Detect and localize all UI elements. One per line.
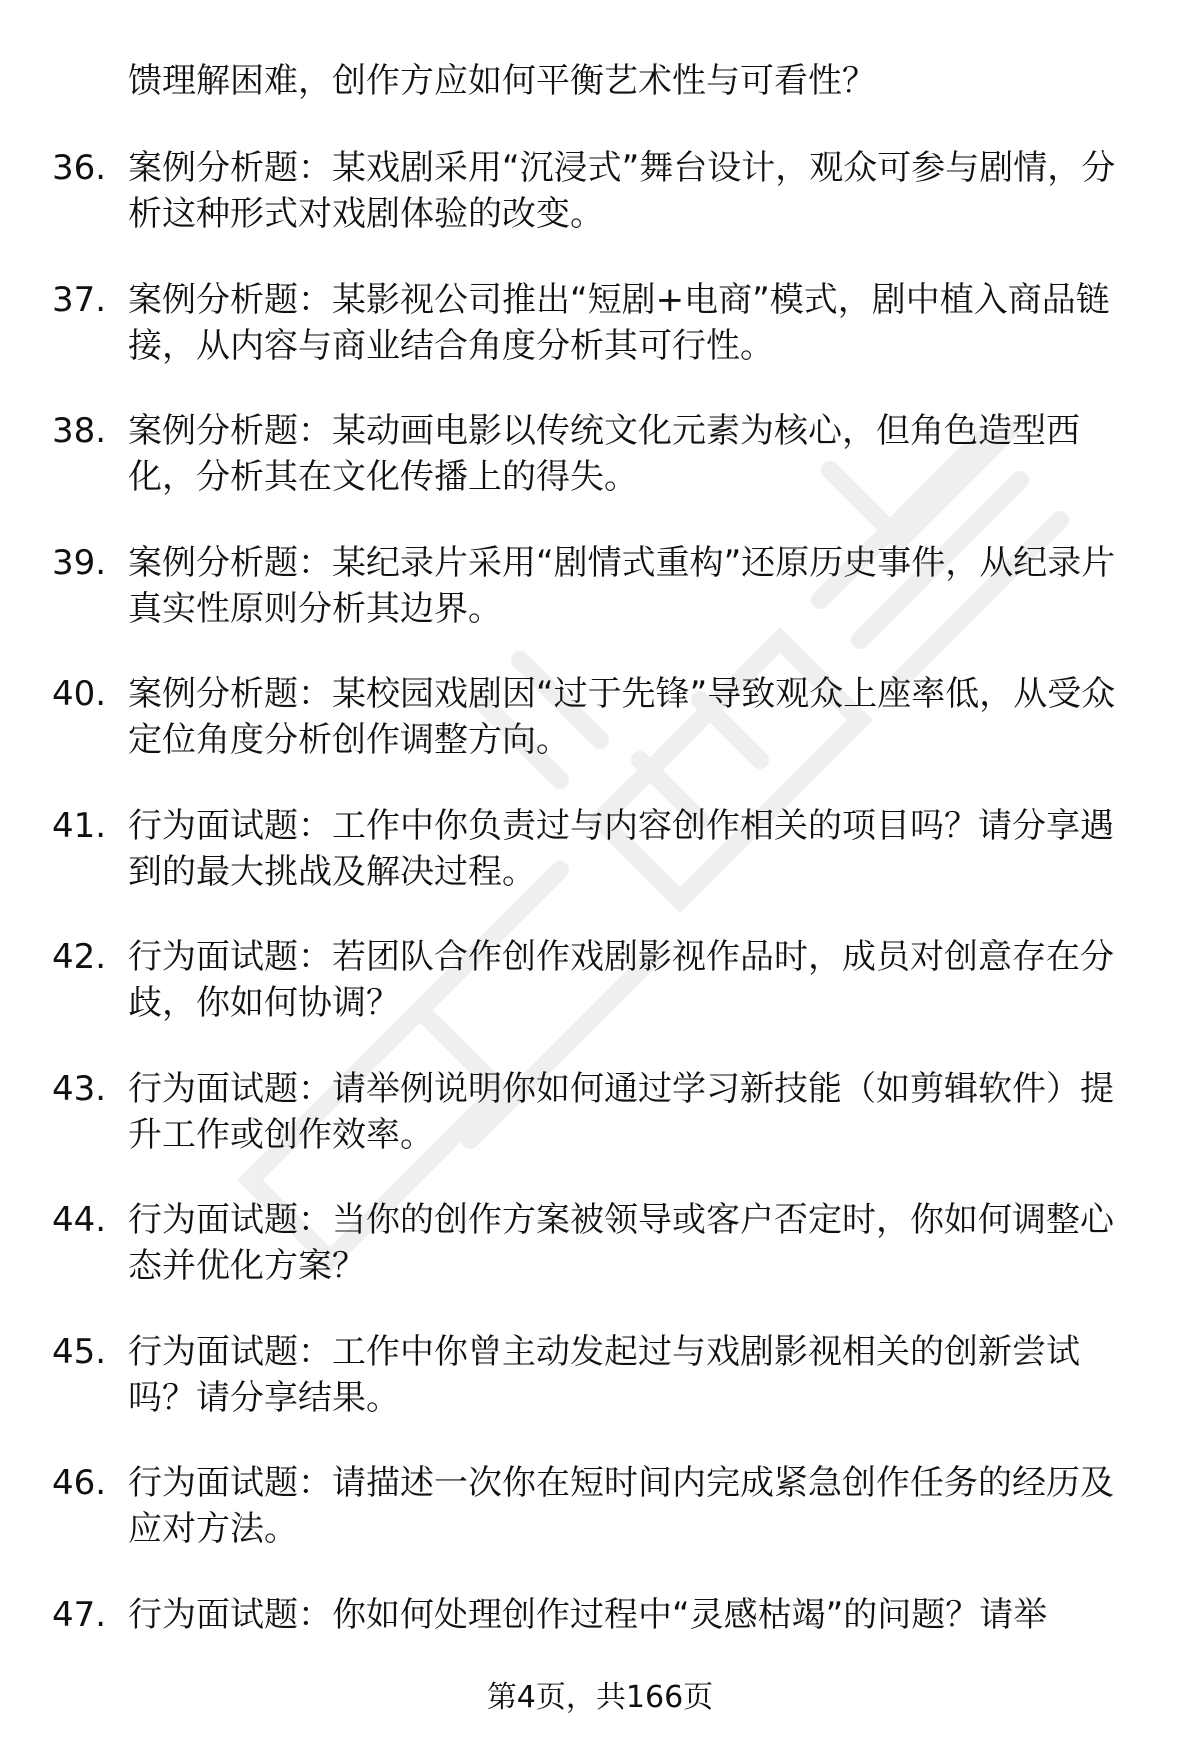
question-number: 38.	[52, 411, 107, 451]
question-number: 36.	[52, 148, 107, 188]
question-text: 行为面试题：若团队合作创作戏剧影视作品时，成员对创意存在分歧，你如何协调？	[128, 937, 1114, 1023]
question-number: 43.	[52, 1068, 107, 1109]
list-item	[0, 803, 1200, 935]
list-item	[0, 145, 1200, 277]
question-text: 案例分析题：某影视公司推出“短剧+电商”模式，剧中植入商品链接，从内容与商业结合角度分析其可行性。	[128, 279, 1110, 366]
list-item	[0, 1197, 1200, 1329]
question-number: 41.	[52, 805, 107, 846]
question-text: 行为面试题：请举例说明你如何通过学习新技能（如剪辑软件）提升工作或创作效率。	[128, 1068, 1114, 1155]
question-text: 行为面试题：工作中你负责过与内容创作相关的项目吗？请分享遇到的最大挑战及解决过程。	[128, 805, 1114, 892]
question-text: 案例分析题：某纪录片采用“剧情式重构”还原历史事件，从纪录片真实性原则分析其边界。	[128, 542, 1116, 629]
list-item	[0, 671, 1200, 803]
question-number: 39.	[52, 542, 107, 583]
list-item	[0, 1329, 1200, 1461]
question-number: 44.	[52, 1200, 107, 1240]
list-item	[0, 408, 1200, 540]
question-text: 案例分析题：某动画电影以传统文化元素为核心，但角色造型西化，分析其在文化传播上的得失。	[128, 411, 1080, 497]
list-item	[0, 540, 1200, 672]
list-item	[0, 1066, 1200, 1198]
question-text: 行为面试题：你如何处理创作过程中“灵感枯竭”的问题？请举	[128, 1594, 1048, 1635]
question-number: 37.	[52, 279, 107, 320]
question-text: 案例分析题：某戏剧采用“沉浸式”舞台设计，观众可参与剧情，分析这种形式对戏剧体验的改变。	[128, 148, 1116, 234]
question-text: 行为面试题：请描述一次你在短时间内完成紧急创作任务的经历及应对方法。	[128, 1463, 1114, 1549]
question-number: 42.	[52, 937, 107, 977]
question-number: 45.	[52, 1331, 107, 1372]
question-text: 行为面试题：工作中你曾主动发起过与戏剧影视相关的创新尝试吗？请分享结果。	[128, 1331, 1080, 1418]
question-text: 案例分析题：某校园戏剧因“过于先锋”导致观众上座率低，从受众定位角度分析创作调整方向。	[128, 674, 1116, 760]
page-footer: 第4页，共166页	[486, 1680, 714, 1715]
question-list	[0, 145, 1200, 1723]
question-text: 行为面试题：当你的创作方案被领导或客户否定时，你如何调整心态并优化方案？	[128, 1200, 1114, 1286]
list-item	[0, 1460, 1200, 1592]
question-number: 47.	[52, 1594, 107, 1635]
question-number: 46.	[52, 1463, 107, 1503]
continued-question-text: 馈理解困难，创作方应如何平衡艺术性与可看性？	[128, 61, 876, 101]
question-number: 40.	[52, 674, 107, 714]
list-item	[0, 277, 1200, 409]
list-item	[0, 934, 1200, 1066]
